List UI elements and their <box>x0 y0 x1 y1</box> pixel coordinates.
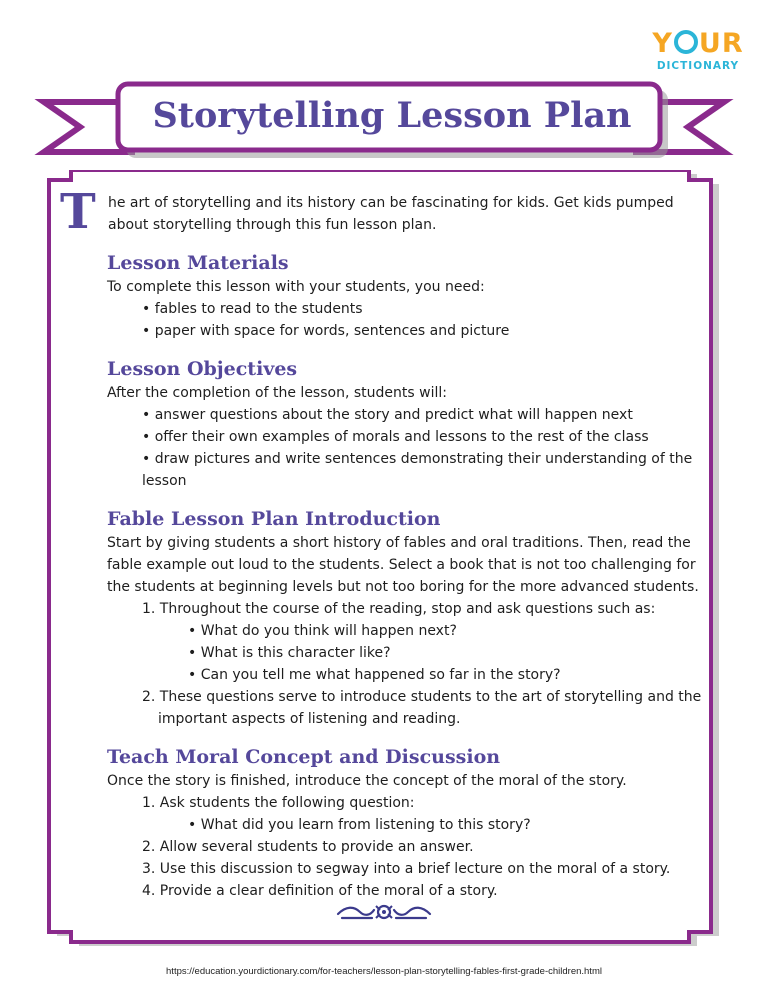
section-materials <box>70 250 710 342</box>
step-item: 3. Use this discussion to segway into a brief lecture on the moral of a story. <box>142 861 671 877</box>
step-item <box>142 792 710 836</box>
step-text: 1. Throughout the course of the reading, stop and ask questions such as: <box>142 601 656 617</box>
list-item: • fables to read to the students <box>142 298 710 320</box>
step-item: 2. Allow several students to provide an answer. <box>142 839 474 855</box>
heading-moral: Teach Moral Concept and Discussion <box>107 746 501 768</box>
page-title: Storytelling Lesson Plan <box>152 95 632 136</box>
list-item: • What did you learn from listening to this story? <box>188 814 710 836</box>
list-item: • Can you tell me what happened so far in the story? <box>188 664 710 686</box>
intro-paragraph <box>60 184 710 240</box>
step-item: 4. Provide a clear definition of the moral of a story. <box>142 883 498 899</box>
logo-y: Y <box>652 28 673 59</box>
materials-list <box>142 298 710 342</box>
materials-lead: To complete this lesson with your students, you need: <box>107 279 485 295</box>
question-list <box>188 620 710 686</box>
objectives-lead: After the completion of the lesson, students will: <box>107 385 447 401</box>
yourdictionary-logo <box>648 28 748 72</box>
drop-cap: T <box>60 184 96 240</box>
ornament-divider-icon <box>336 902 432 922</box>
heading-materials: Lesson Materials <box>107 252 289 274</box>
list-item: • offer their own examples of morals and lessons to the rest of the class <box>142 426 710 448</box>
step-item: 2. These questions serve to introduce students to the art of storytelling and the important aspects of listening and reading. <box>142 689 702 727</box>
objectives-list <box>142 404 710 492</box>
section-introduction <box>70 506 710 730</box>
intro-text: he art of storytelling and its history can be fascinating for kids. Get kids pumped about storytelling through this fun lesson plan. <box>108 195 674 233</box>
footer-url: https://education.yourdictionary.com/for-teachers/lesson-plan-storytelling-fables-first-grade-children.html <box>166 966 602 977</box>
moral-lead: Once the story is finished, introduce the concept of the moral of the story. <box>107 773 627 789</box>
logo-your <box>648 28 748 58</box>
heading-introduction: Fable Lesson Plan Introduction <box>107 508 441 530</box>
magnifier-icon <box>674 30 698 54</box>
list-item: • paper with space for words, sentences and picture <box>142 320 710 342</box>
step-item <box>142 598 710 686</box>
heading-objectives: Lesson Objectives <box>107 358 298 380</box>
logo-ur: UR <box>698 28 744 59</box>
section-objectives <box>70 356 710 492</box>
introduction-steps <box>142 598 710 730</box>
step-text: 1. Ask students the following question: <box>142 795 415 811</box>
introduction-lead: Start by giving students a short history of fables and oral traditions. Then, read the fable example out loud to the students. Select a book that is not too challenging for the students at beginning levels but not too boring for the more advanced students. <box>107 535 699 595</box>
list-item: • What is this character like? <box>188 642 710 664</box>
moral-steps <box>142 792 710 902</box>
question-list <box>188 814 710 836</box>
logo-dictionary: DICTIONARY <box>656 60 740 72</box>
section-moral <box>70 744 710 902</box>
list-item: • draw pictures and write sentences demonstrating their understanding of the lesson <box>142 448 710 492</box>
lesson-content <box>60 184 710 902</box>
list-item: • answer questions about the story and predict what will happen next <box>142 404 710 426</box>
list-item: • What do you think will happen next? <box>188 620 710 642</box>
